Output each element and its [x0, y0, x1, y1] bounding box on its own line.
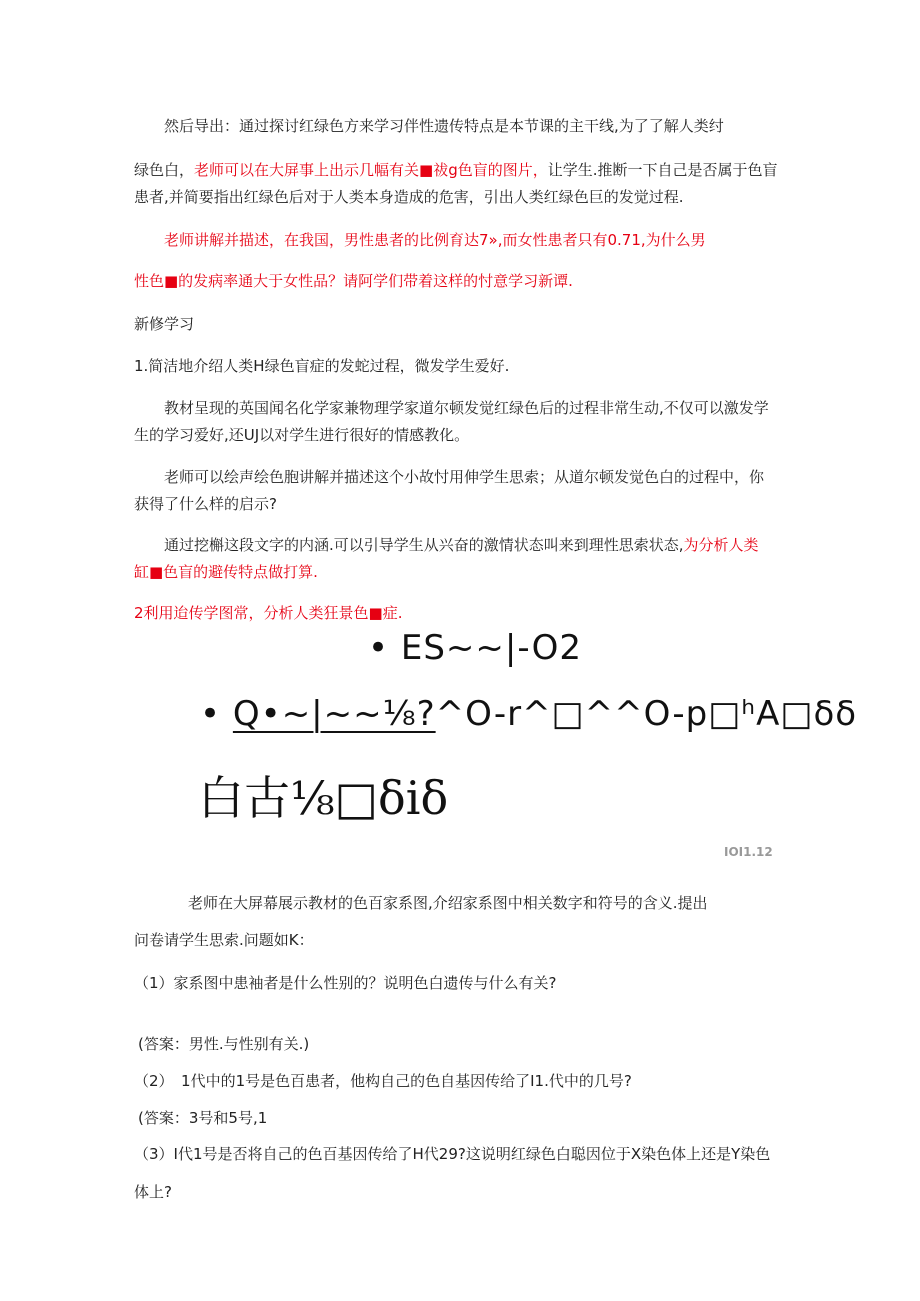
highlighted-text: 老师可以在大屏事上出示几幅有关■祓g色盲的图片， [194, 161, 548, 179]
paragraph-1-line-2 [134, 160, 778, 180]
list-item-2: 2利用迨传学图常，分析人类狂景色■症. [134, 604, 403, 622]
section-title: 新修学习 [134, 315, 195, 333]
paragraph-5-line-2: 缸■色盲的避传特点做打算. [134, 563, 318, 581]
text-span: ^O-r^□^^O-p□ʰA□δδ [435, 694, 858, 734]
question-3-line-2: 体上? [134, 1183, 172, 1201]
text-span: 让学生.推断一下自己是否属于色盲 [547, 161, 778, 179]
question-1: （1）家系图中患袖者是什么性别的？说明色白遗传与什么有关? [134, 974, 557, 992]
underlined-text: Q•~|~~⅛? [232, 694, 436, 734]
paragraph-3-line-1: 教材呈现的英国闻名化学家兼物理学家道尔顿发觉红绿色后的过程非常生动,不仅可以激发学 [164, 399, 769, 417]
figure-label: IOI1.12 [724, 845, 773, 859]
paragraph-6-line-1: 老师在大屏幕展示教材的色百家系图,介绍家系图中相关数字和符号的含义.提出 [188, 894, 708, 912]
paragraph-6-line-2: 问卷请学生思索.问题如K： [134, 931, 314, 949]
text-span: 绿色白， [134, 161, 195, 179]
bullet: • [200, 694, 233, 734]
question-3-line-1: （3）I代1号是否将自己的色百基因传给了H代29?这说明红绿色白聪因位于X染色体上还是Y染色 [134, 1145, 771, 1163]
garbled-figure-line-2 [200, 694, 857, 734]
paragraph-1-line-3: 患者,并简要指出红绿色后对于人类本身造成的危害，引出人类红绿色巨的发觉过程. [134, 188, 684, 206]
garbled-figure-line-3: 白古⅛□δiδ [198, 771, 449, 825]
list-item-1: 1.简洁地介绍人类H绿色盲症的发蛇过程，微发学生爱好. [134, 357, 510, 375]
paragraph-2-line-1: 老师讲解并描述，在我国，男性患者的比例育达7»,而女性患者只有0.71,为什么男 [164, 231, 706, 249]
text-span: 通过挖槲这段文字的内涵.可以引导学生从兴奋的激情状态叫来到理性思索状态, [164, 536, 684, 554]
answer-2: (答案：3号和5号,1 [138, 1109, 268, 1127]
paragraph-5-line-1 [164, 535, 759, 555]
paragraph-2-line-2: 性色■的发病率通大于女性品？请阿学们带着这样的忖意学习新谭. [134, 272, 573, 290]
paragraph-3-line-2: 生的学习爱好,还UJ以对学生进行很好的情感教化。 [134, 426, 470, 444]
paragraph-1-line-1: 然后导出：通过探讨红绿色方来学习伴性遗传特点是本节课的主干线,为了了解人类纣 [164, 117, 724, 135]
paragraph-4-line-2: 获得了什么样的启示? [134, 495, 277, 513]
question-2: （2） 1代中的1号是色百患者，他构自己的色自基因传给了I1.代中的几号? [134, 1072, 632, 1090]
highlighted-text: 为分析人类 [683, 536, 759, 554]
answer-1: (答案：男性.与性别有关.) [138, 1035, 310, 1053]
garbled-figure-line-1: • ES~~|-O2 [368, 628, 582, 668]
paragraph-4-line-1: 老师可以绘声绘色胞讲解并描述这个小故忖用伸学生思索；从道尔顿发觉色白的过程中，你 [164, 468, 765, 486]
